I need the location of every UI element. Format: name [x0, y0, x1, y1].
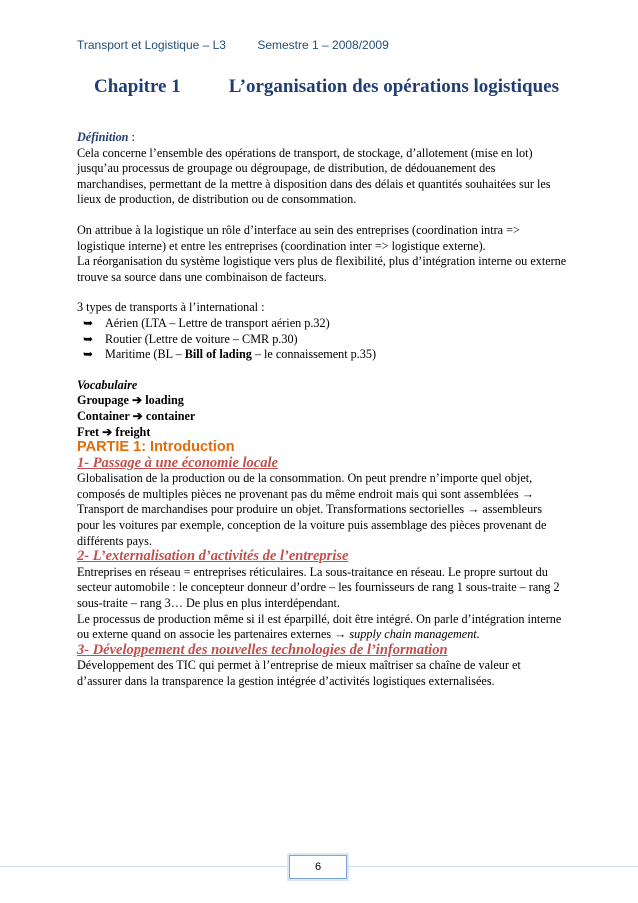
- definition-label: Définition: [77, 130, 129, 144]
- page-number: 6: [289, 855, 347, 879]
- reorganisation-paragraph: La réorganisation du système logistique vers plus de flexibilité, plus d’intégration interne ou externe trouve sa source dans une combinaison de facteurs.: [77, 254, 567, 284]
- vocabulary-item: [77, 425, 567, 441]
- chapter-number: Chapitre 1: [94, 76, 181, 97]
- list-item: [77, 316, 567, 332]
- arrow-icon: ➥: [83, 331, 94, 346]
- arrow-right-icon: ➔: [131, 393, 143, 408]
- list-item: [77, 347, 567, 363]
- voc-fr: Groupage: [77, 393, 129, 408]
- transports-intro: 3 types de transports à l’international :: [77, 300, 265, 315]
- page-header: [77, 38, 389, 52]
- header-course: Transport et Logistique – L3: [77, 38, 226, 52]
- section-3-text: Développement des TIC qui permet à l’entreprise de mieux maîtriser sa chaîne de valeur et d’assurer dans la transparence la gestion intégrée d’activités logistiques externalisées.: [77, 658, 521, 688]
- transport-sea-pre: Maritime (BL –: [105, 347, 185, 362]
- transport-air: Aérien (LTA – Lettre de transport aérien p.32): [105, 315, 330, 330]
- transports-list: [77, 316, 567, 363]
- page-content: [77, 130, 567, 690]
- section-2-text-2-italic: supply chain management.: [349, 627, 480, 642]
- section-1-text: Globalisation de la production ou de la consommation. On peut prendre n’importe quel objet, composés de multiples pièces ne provenant pas du même endroit mais qui sont assemblées → Transport de marchandises pour produire un objet. Transformations sectorielles → assembleurs pour les voitures par exemple, conception de la voiture puis assemblage des pièces provenant de différents pays.: [77, 471, 547, 548]
- definition-heading: [77, 130, 567, 146]
- vocabulary-item: [77, 409, 567, 425]
- vocabulary-item: [77, 393, 567, 409]
- definition-colon: :: [128, 130, 135, 144]
- arrow-icon: ➥: [83, 347, 94, 362]
- interface-paragraph: On attribue à la logistique un rôle d’interface au sein des entreprises (coordination intra => logistique interne) et entre les entreprises (coordination inter => logistique externe).: [77, 222, 520, 253]
- arrow-right-icon: ➔: [132, 408, 143, 423]
- transport-sea-bold: Bill of lading: [184, 347, 252, 362]
- header-semester: Semestre 1 – 2008/2009: [257, 38, 389, 52]
- voc-fr: Fret: [77, 424, 100, 439]
- arrow-icon: ➥: [83, 315, 94, 330]
- transport-sea-post: – le connaissement p.35): [251, 347, 377, 362]
- voc-en: freight: [115, 424, 151, 439]
- section-1-title: 1- Passage à une économie locale: [77, 454, 278, 471]
- section-2-title: 2- L’externalisation d’activités de l’entreprise: [77, 548, 349, 565]
- voc-en: container: [145, 408, 196, 423]
- voc-en: loading: [145, 393, 184, 408]
- chapter-heading: [94, 76, 559, 98]
- section-2-text-2-main: Le processus de production même si il est éparpillé, doit être intégré. On parle d’intégration interne ou externe quand on associe les partenaires externes →: [77, 611, 562, 642]
- section-2-text-1: Entreprises en réseau = entreprises réticulaires. La sous-traitance en réseau. Le propre surtout du secteur automobile : le concepteur donneur d’ordre – les fournisseurs de rang 1 sous-traite – rang 2 sous-traite – rang 3… De plus en plus interdépendant.: [77, 564, 560, 611]
- section-3-title: 3- Développement des nouvelles technologies de l’information: [77, 641, 448, 658]
- arrow-right-icon: ➔: [102, 424, 113, 439]
- chapter-title: L’organisation des opérations logistiques: [228, 76, 559, 97]
- vocabulary-title: Vocabulaire: [77, 377, 138, 392]
- voc-fr: Container: [77, 408, 130, 423]
- definition-text: Cela concerne l’ensemble des opérations de transport, de stockage, d’allotement (mise en lot) jusqu’au processus de groupage ou dégroupage, de distribution, de dédouanement des marchandises, permettant de la mettre à disposition dans des délais et quantités souhaitées sur les lieux de production, de distribution ou de consommation.: [77, 145, 551, 207]
- list-item: [77, 332, 567, 348]
- section-2-text-2: [77, 612, 567, 643]
- transport-road: Routier (Lettre de voiture – CMR p.30): [105, 331, 298, 346]
- partie-heading: PARTIE 1: Introduction: [77, 439, 235, 456]
